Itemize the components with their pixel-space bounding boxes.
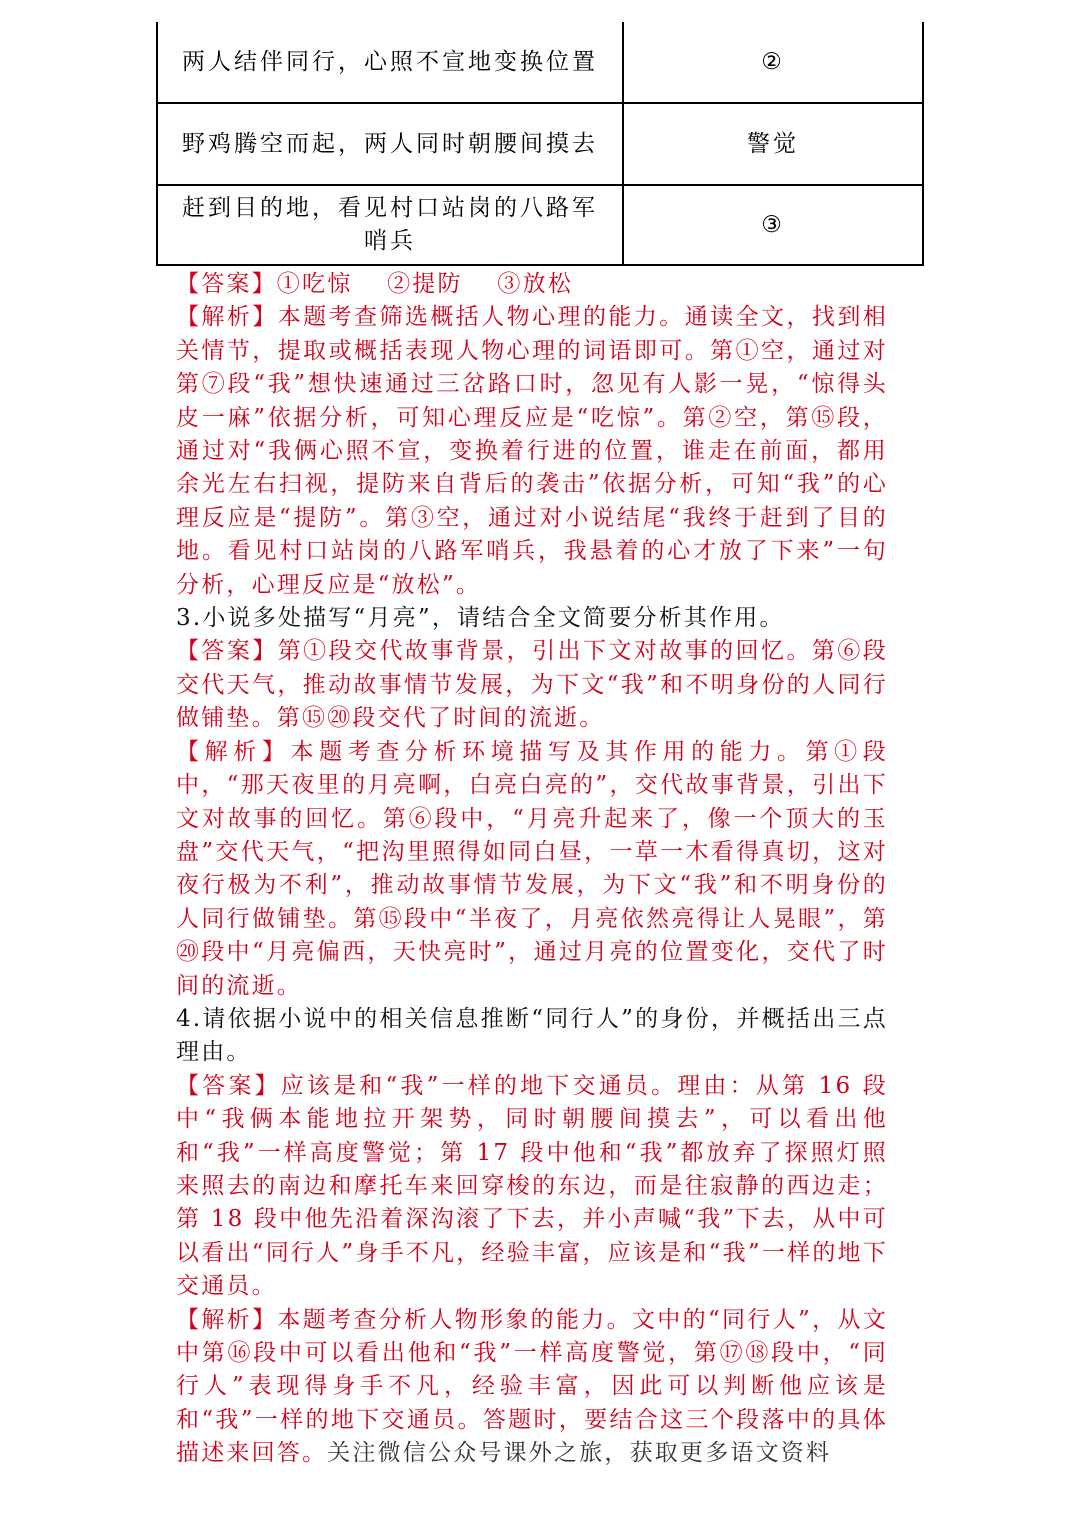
table-cell-feeling: ② [623,22,923,103]
answer-content [176,268,888,1471]
table-row [157,103,923,185]
table-row [157,185,923,265]
table-cell-event: 两人结伴同行，心照不宣地变换位置 [157,22,623,103]
q3-question: 3.小说多处描写“月亮”，请结合全文简要分析其作用。 [176,605,785,632]
q2-answer: 【答案】①吃惊 ②提防 ③放松 [176,271,574,297]
q4-analysis-paragraph [176,1304,888,1471]
q4-analysis: 【解析】本题考查分析人物形象的能力。文中的“同行人”，从文中第⑯段中可以看出他和“我”一样高度警觉，第⑰⑱段中，“同行人”表现得身手不凡，经验丰富，因此可以判断他应该是和“我”一样的地下交通员。答题时，要结合这三个段落中的具体描述来回答。 [176,1306,888,1467]
q2-analysis: 【解析】本题考查筛选概括人物心理的能力。通读全文，找到相关情节，提取或概括表现人物心理的词语即可。第①空，通过对第⑦段“我”想快速通过三岔路口时，忽见有人影一晃，“惊得头皮一麻”依据分析，可知心理反应是“吃惊”。第②空，第⑮段，通过对“我俩心照不宣，变换着行进的位置，谁走在前面，都用余光左右扫视，提防来自背后的袭击”依据分析，可知“我”的心理反应是“提防”。第③空，通过对小说结尾“我终于赶到了目的地。看见村口站岗的八路军哨兵，我悬着的心才放了下来”一句分析，心理反应是“放松”。 [176,304,888,598]
q3-answer: 【答案】第①段交代故事背景，引出下文对故事的回忆。第⑥段交代天气，推动故事情节发展，为下文“我”和不明身份的人同行做铺垫。第⑮⑳段交代了时间的流逝。 [176,638,888,732]
psychology-table [156,22,924,266]
table-cell-event: 赶到目的地，看见村口站岗的八路军哨兵 [157,185,623,265]
q3-analysis: 【解析】本题考查分析环境描写及其作用的能力。第①段中，“那天夜里的月亮啊，白亮白亮的”，交代故事背景，引出下文对故事的回忆。第⑥段中，“月亮升起来了，像一个顶大的玉盘”交代天气，“把沟里照得如同白昼，一草一木看得真切，这对夜行极为不利”，推动故事情节发展，为下文“我”和不明身份的人同行做铺垫。第⑮段中“半夜了，月亮依然亮得让人晃眼”，第⑳段中“月亮偏西，天快亮时”，通过月亮的位置变化，交代了时间的流逝。 [176,738,888,999]
q4-question: 4.请依据小说中的相关信息推断“同行人”的身份，并概括出三点理由。 [176,1005,888,1066]
table-cell-event: 野鸡腾空而起，两人同时朝腰间摸去 [157,103,623,185]
q4-answer: 【答案】应该是和“我”一样的地下交通员。理由：从第 16 段中“我俩本能地拉开架势，同时朝腰间摸去”，可以看出他和“我”一样高度警觉；第 17 段中他和“我”都放弃了探照灯照来照去的南边和摩托车来回穿梭的东边，而是往寂静的西边走；第 18 段中他先沿着深沟滚了下去，并小声喊“我”下去，从中可以看出“同行人”身手不凡，经验丰富，应该是和“我”一样的地下交通员。 [176,1072,888,1300]
table-cell-feeling: 警觉 [623,103,923,185]
footer-note: 关注微信公众号课外之旅，获取更多语文资料 [327,1440,832,1467]
table-cell-feeling: ③ [623,185,923,265]
table-row [157,22,923,103]
